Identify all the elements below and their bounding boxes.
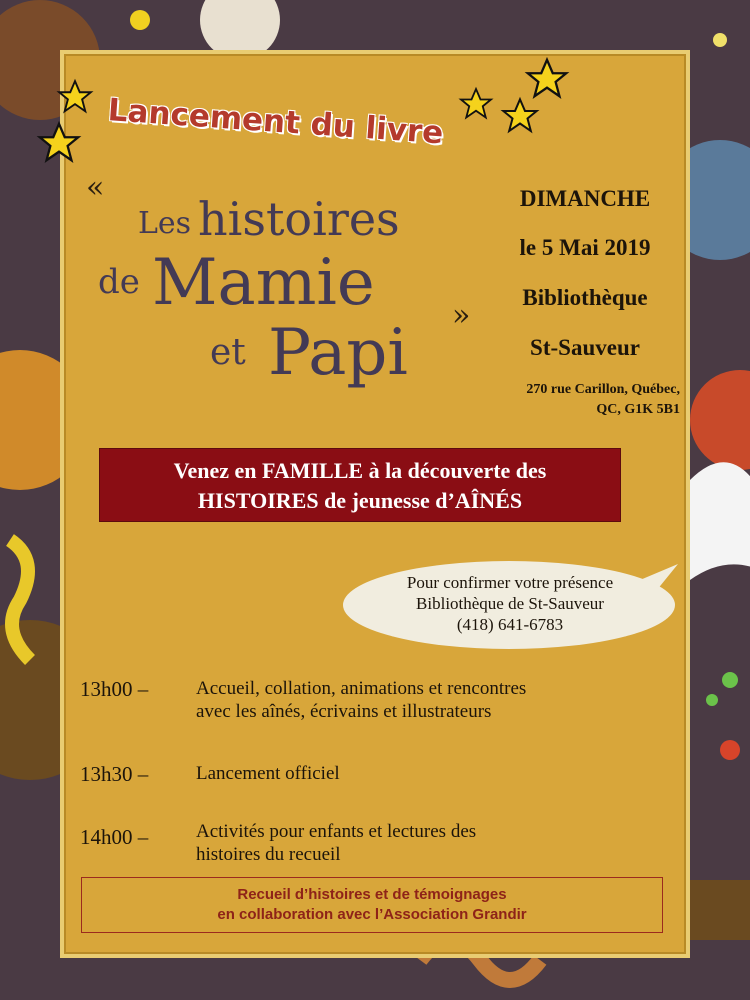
- open-quote: «: [86, 170, 105, 205]
- event-date: le 5 Mai 2019: [519, 235, 651, 260]
- rsvp-text: [370, 572, 650, 635]
- star-icon: [36, 120, 82, 166]
- invitation-banner: [99, 448, 621, 522]
- star-icon: [500, 96, 540, 136]
- headline: Lancement du livre: [106, 92, 445, 152]
- schedule-time: 13h30 –: [80, 762, 149, 786]
- event-day: DIMANCHE: [519, 186, 651, 211]
- event-venue-line1: Bibliothèque: [522, 285, 648, 310]
- logo-papi: Papi: [268, 316, 408, 390]
- schedule-line: histoires du recueil: [196, 844, 341, 865]
- schedule-time: 13h00 –: [80, 677, 149, 701]
- logo-de: de: [98, 262, 140, 302]
- rsvp-line1: Pour confirmer votre présence: [406, 573, 614, 592]
- banner-line1: Venez en FAMILLE à la découverte des: [173, 458, 547, 483]
- footer-credits: [81, 877, 663, 933]
- schedule-time: 14h00 –: [80, 825, 149, 849]
- schedule-line: Lancement officiel: [196, 763, 340, 784]
- close-quote: »: [452, 298, 471, 333]
- schedule-line: Accueil, collation, animations et rencontres: [196, 678, 527, 699]
- schedule-item: [196, 820, 636, 866]
- logo-mamie: Mamie: [152, 246, 375, 320]
- logo-les: Les: [138, 206, 192, 241]
- event-address-line2: QC, G1K 5B1: [596, 402, 680, 417]
- banner-line2: HISTOIRES de jeunesse d’AÎNÉS: [197, 488, 523, 513]
- star-icon: [524, 56, 570, 102]
- footer-line2: en collaboration avec l’Association Grandir: [217, 906, 527, 923]
- rsvp-phone: (418) 641-6783: [456, 615, 564, 634]
- event-venue-line2: St-Sauveur: [530, 335, 640, 360]
- logo-et: et: [210, 332, 246, 373]
- schedule-item: [196, 677, 636, 723]
- star-icon: [56, 78, 94, 116]
- event-address-line1: 270 rue Carillon, Québec,: [526, 382, 680, 397]
- logo-histoires: histoires: [198, 192, 400, 246]
- rsvp-line2: Bibliothèque de St-Sauveur: [416, 594, 604, 613]
- schedule-item: [196, 762, 636, 785]
- book-title-logo: [90, 192, 440, 412]
- footer-line1: Recueil d’histoires et de témoignages: [237, 886, 507, 903]
- schedule-line: Activités pour enfants et lectures des: [196, 821, 477, 842]
- schedule-line: avec les aînés, écrivains et illustrateurs: [196, 701, 492, 722]
